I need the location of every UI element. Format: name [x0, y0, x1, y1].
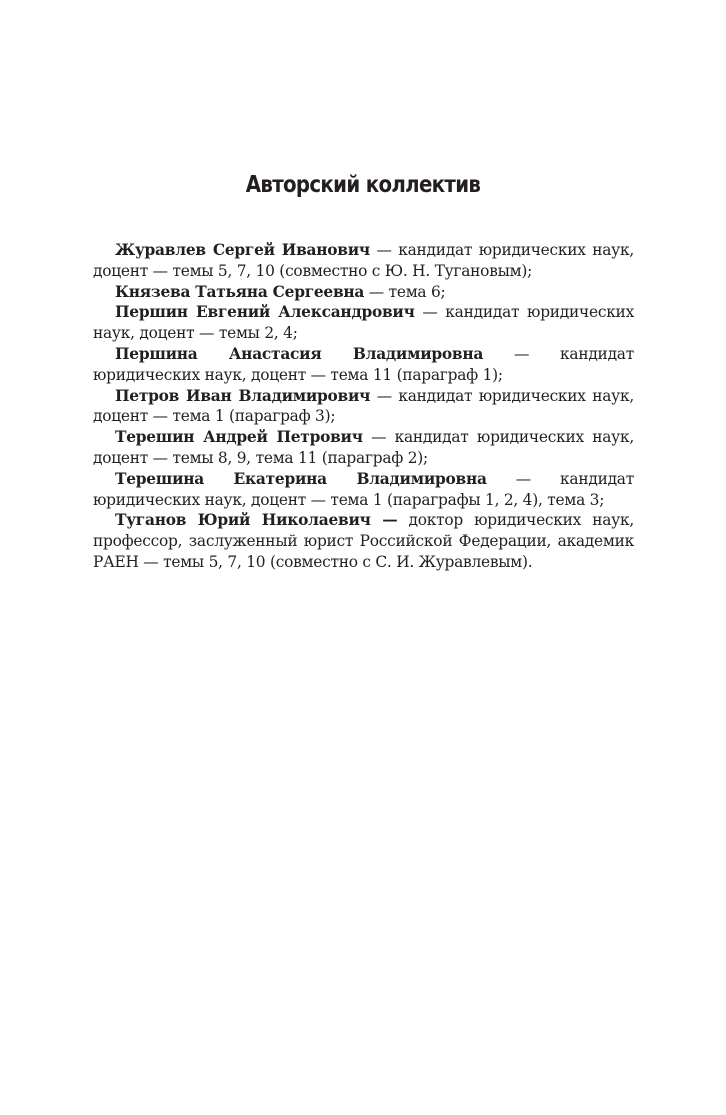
author-entry: [93, 302, 634, 344]
author-description: — кандидат юридических наук, доцент — тема 11 (параграф 1);: [93, 344, 634, 384]
author-description: — кандидат юридических наук, доцент — тема 1 (параграфы 1, 2, 4), тема 3;: [93, 469, 634, 509]
author-entry: [93, 240, 634, 282]
page-title: Авторский коллектив: [245, 172, 481, 198]
author-name: Першина Анастасия Владимировна: [115, 344, 484, 363]
author-name: Терешина Екатерина Владимировна: [115, 469, 487, 488]
author-entry: [93, 344, 634, 386]
author-entry: [93, 386, 634, 428]
author-description: — кандидат юридических наук, доцент — темы 5, 7, 10 (совместно с Ю. Н. Тугановым);: [93, 241, 634, 280]
author-entry: [93, 469, 634, 511]
author-entry: [93, 282, 634, 303]
author-entry: [93, 510, 634, 572]
author-description: — кандидат юридических наук, доцент — тема 1 (параграф 3);: [93, 386, 634, 426]
author-name: Туганов Юрий Николаевич —: [115, 511, 398, 530]
authors-list: [93, 240, 634, 573]
author-name: Першин Евгений Александрович: [115, 303, 415, 322]
author-description: — кандидат юридических наук, доцент — темы 8, 9, тема 11 (параграф 2);: [93, 428, 634, 467]
author-description: доктор юридических наук, профессор, заслуженный юрист Российской Федерации, академик РАЕН — темы 5, 7, 10 (совместно с С. И. Журавлевым).: [93, 511, 634, 571]
author-name: Терешин Андрей Петрович: [115, 428, 363, 447]
author-name: Журавлев Сергей Иванович: [115, 241, 370, 259]
author-description: — кандидат юридических наук, доцент — темы 2, 4;: [93, 303, 634, 343]
author-entry: [93, 427, 634, 469]
author-name: Князева Татьяна Сергеевна: [115, 282, 365, 301]
author-name: Петров Иван Владимирович: [115, 386, 371, 405]
author-description: — тема 6;: [364, 282, 446, 301]
